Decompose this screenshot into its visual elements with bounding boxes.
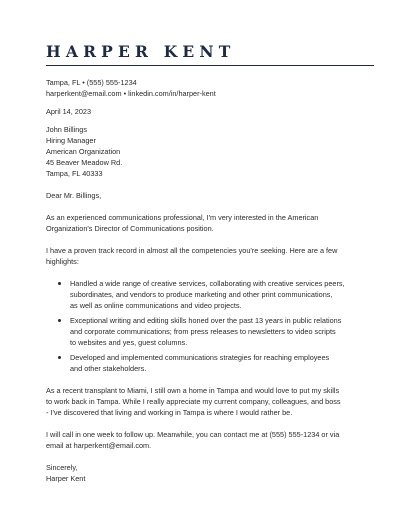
recipient-city: Tampa, FL 40333: [46, 169, 103, 178]
highlight-line: Developed and implemented communications strategies for reaching employees: [70, 353, 330, 362]
highlight-item: [46, 352, 364, 374]
paragraph-follow-up: [46, 429, 364, 451]
highlight-line: to websites and yes, guest columns.: [70, 338, 188, 347]
paragraph-line: I have a proven track record in almost all the competencies you're seeking. Here are a few: [46, 246, 338, 255]
paragraph-line: I will call in one week to follow up. Meanwhile, you can contact me at (555) 555-1234 or via: [46, 430, 340, 439]
paragraph-line: - I've discovered that living and working in Tampa is where I would rather be.: [46, 408, 293, 417]
paragraph-line: to work back in Tampa. While I really appreciate my current company, colleagues, and boss: [46, 397, 341, 406]
highlight-line: and corporate communications; from press releases to newsletters to video scripts: [70, 327, 336, 336]
recipient-title: Hiring Manager: [46, 136, 96, 145]
contact-location-phone: Tampa, FL • (555) 555-1234: [46, 78, 137, 87]
closing: Sincerely,: [46, 463, 78, 472]
highlight-line: Handled a wide range of creative services, collaborating with creative services peers,: [70, 279, 345, 288]
paragraph-line: Organization's Director of Communications position.: [46, 224, 214, 233]
bullet-icon: [58, 356, 61, 359]
recipient-block: [46, 124, 364, 179]
highlight-line: as well as online communications and video projects.: [70, 301, 242, 310]
salutation: Dear Mr. Billings,: [46, 191, 102, 200]
paragraph-line: As a recent transplant to Miami, I still own a home in Tampa and would love to put my skills: [46, 386, 340, 395]
applicant-name-heading: HARPER KENT: [46, 42, 236, 61]
paragraph-intro: [46, 212, 364, 234]
paragraph-line: As an experienced communications professional, I'm very interested in the American: [46, 213, 319, 222]
highlight-item: [46, 315, 364, 348]
highlights-list: [46, 278, 364, 374]
recipient-name: John Billings: [46, 125, 87, 134]
bullet-icon: [58, 282, 61, 285]
bullet-icon: [58, 319, 61, 322]
recipient-organization: American Organization: [46, 147, 121, 156]
paragraph-line: email at harperkent@email.com.: [46, 441, 152, 450]
signature-name: Harper Kent: [46, 474, 86, 483]
recipient-street: 45 Beaver Meadow Rd.: [46, 158, 123, 167]
header-divider: [46, 65, 374, 66]
letter-body: [46, 77, 364, 484]
paragraph-relocation: [46, 385, 364, 418]
letter-date: April 14, 2023: [46, 107, 92, 116]
paragraph-track-record: [46, 245, 364, 267]
highlight-line: Exceptional writing and editing skills honed over the past 13 years in public relations: [70, 316, 342, 325]
paragraph-line: highlights:: [46, 257, 79, 266]
highlight-line: and other stakeholders.: [70, 364, 147, 373]
highlight-item: [46, 278, 364, 311]
contact-email-linkedin: harperkent@email.com • linkedin.com/in/harper-kent: [46, 89, 216, 98]
highlight-line: subordinates, and vendors to produce marketing and other print communications,: [70, 290, 333, 299]
